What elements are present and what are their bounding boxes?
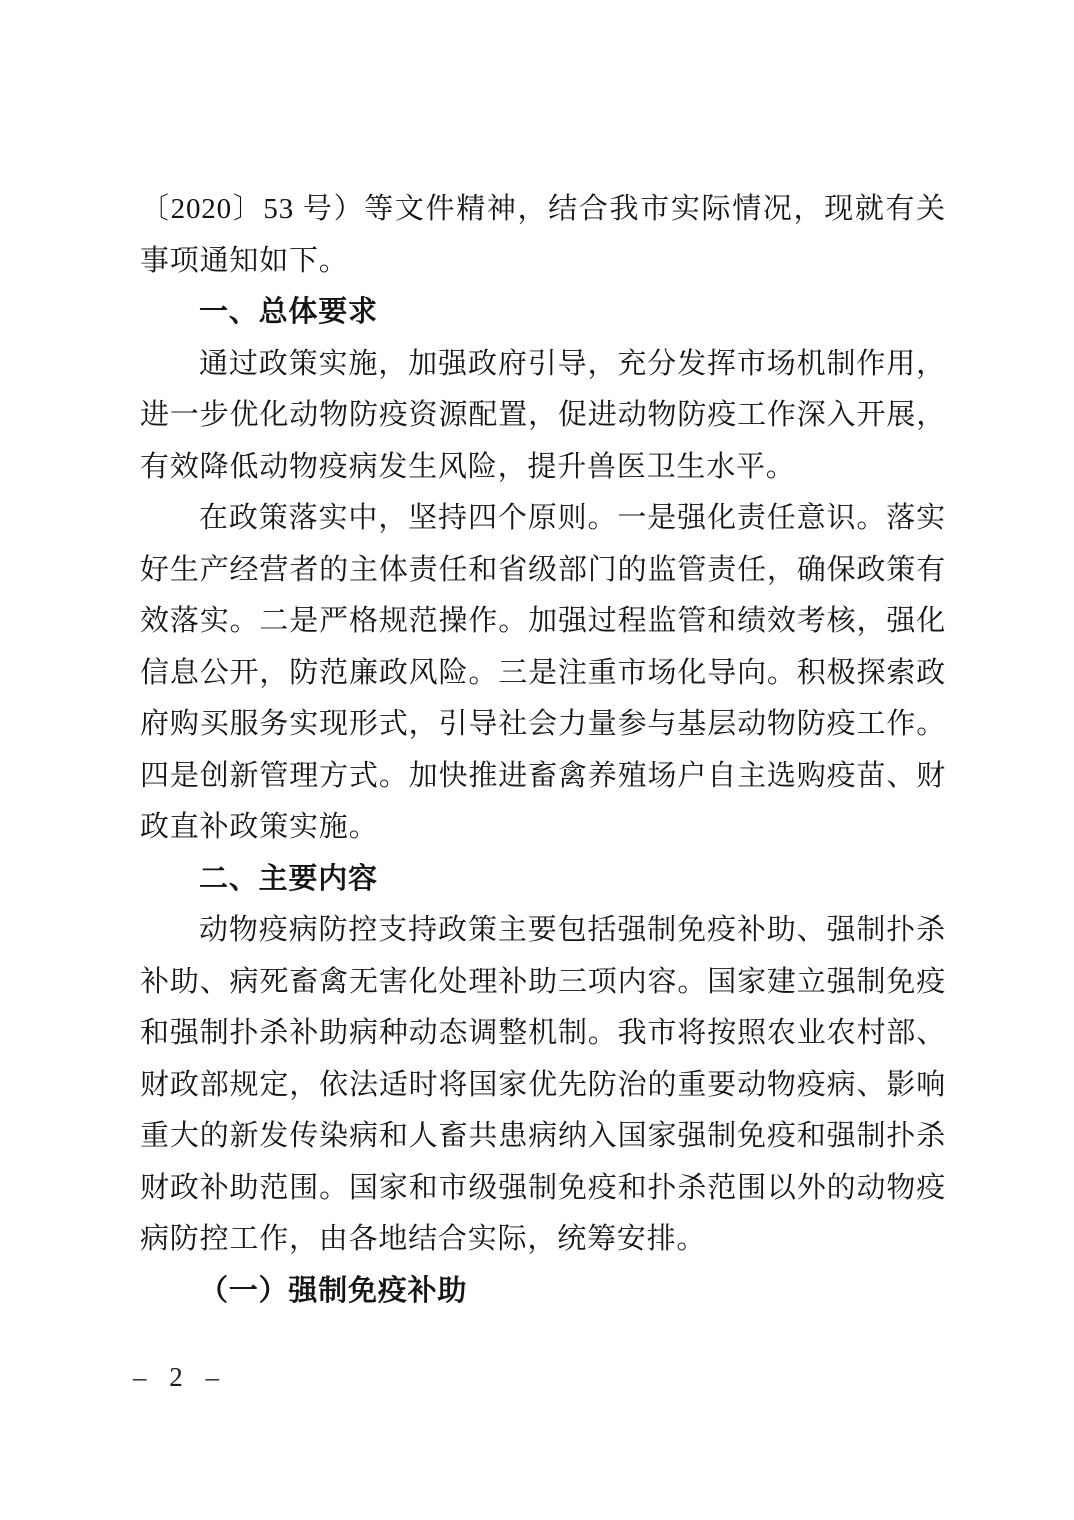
section-heading-2: 二、主要内容: [199, 862, 378, 895]
document-body: [140, 184, 946, 1317]
paragraph-intro-continuation: 〔2020〕53 号）等文件精神，结合我市实际情况，现就有关事项通知如下。: [140, 193, 946, 277]
paragraph-overall-requirements-2: 在政策落实中，坚持四个原则。一是强化责任意识。落实好生产经营者的主体责任和省级部门的监管责任，确保政策有效落实。二是严格规范操作。加强过程监管和绩效考核，强化信息公开，防范廉政风险。三是注重市场化导向。积极探索政府购买服务实现形式，引导社会力量参与基层动物防疫工作。四是创新管理方式。加快推进畜禽养殖场户自主选购疫苗、财政直补政策实施。: [140, 502, 946, 843]
page-number: – 2 –: [133, 1362, 227, 1392]
section-heading-1: 一、总体要求: [199, 296, 378, 328]
paragraph-main-content-1: 动物疫病防控支持政策主要包括强制免疫补助、强制扑杀补助、病死畜禽无害化处理补助三项内容。国家建立强制免疫和强制扑杀补助病种动态调整机制。我市将按照农业农村部、财政部规定，依法适时将国家优先防治的重要动物疫病、影响重大的新发传染病和人畜共患病纳入国家强制免疫和强制扑杀财政补助范围。国家和市级强制免疫和扑杀范围以外的动物疫病防控工作，由各地结合实际，统筹安排。: [140, 914, 946, 1255]
sub-heading-compulsory-immunization-subsidy: （一）强制免疫补助: [199, 1274, 468, 1307]
paragraph-overall-requirements-1: 通过政策实施，加强政府引导，充分发挥市场机制作用，进一步优化动物防疫资源配置，促进动物防疫工作深入开展，有效降低动物疫病发生风险，提升兽医卫生水平。: [140, 347, 946, 483]
